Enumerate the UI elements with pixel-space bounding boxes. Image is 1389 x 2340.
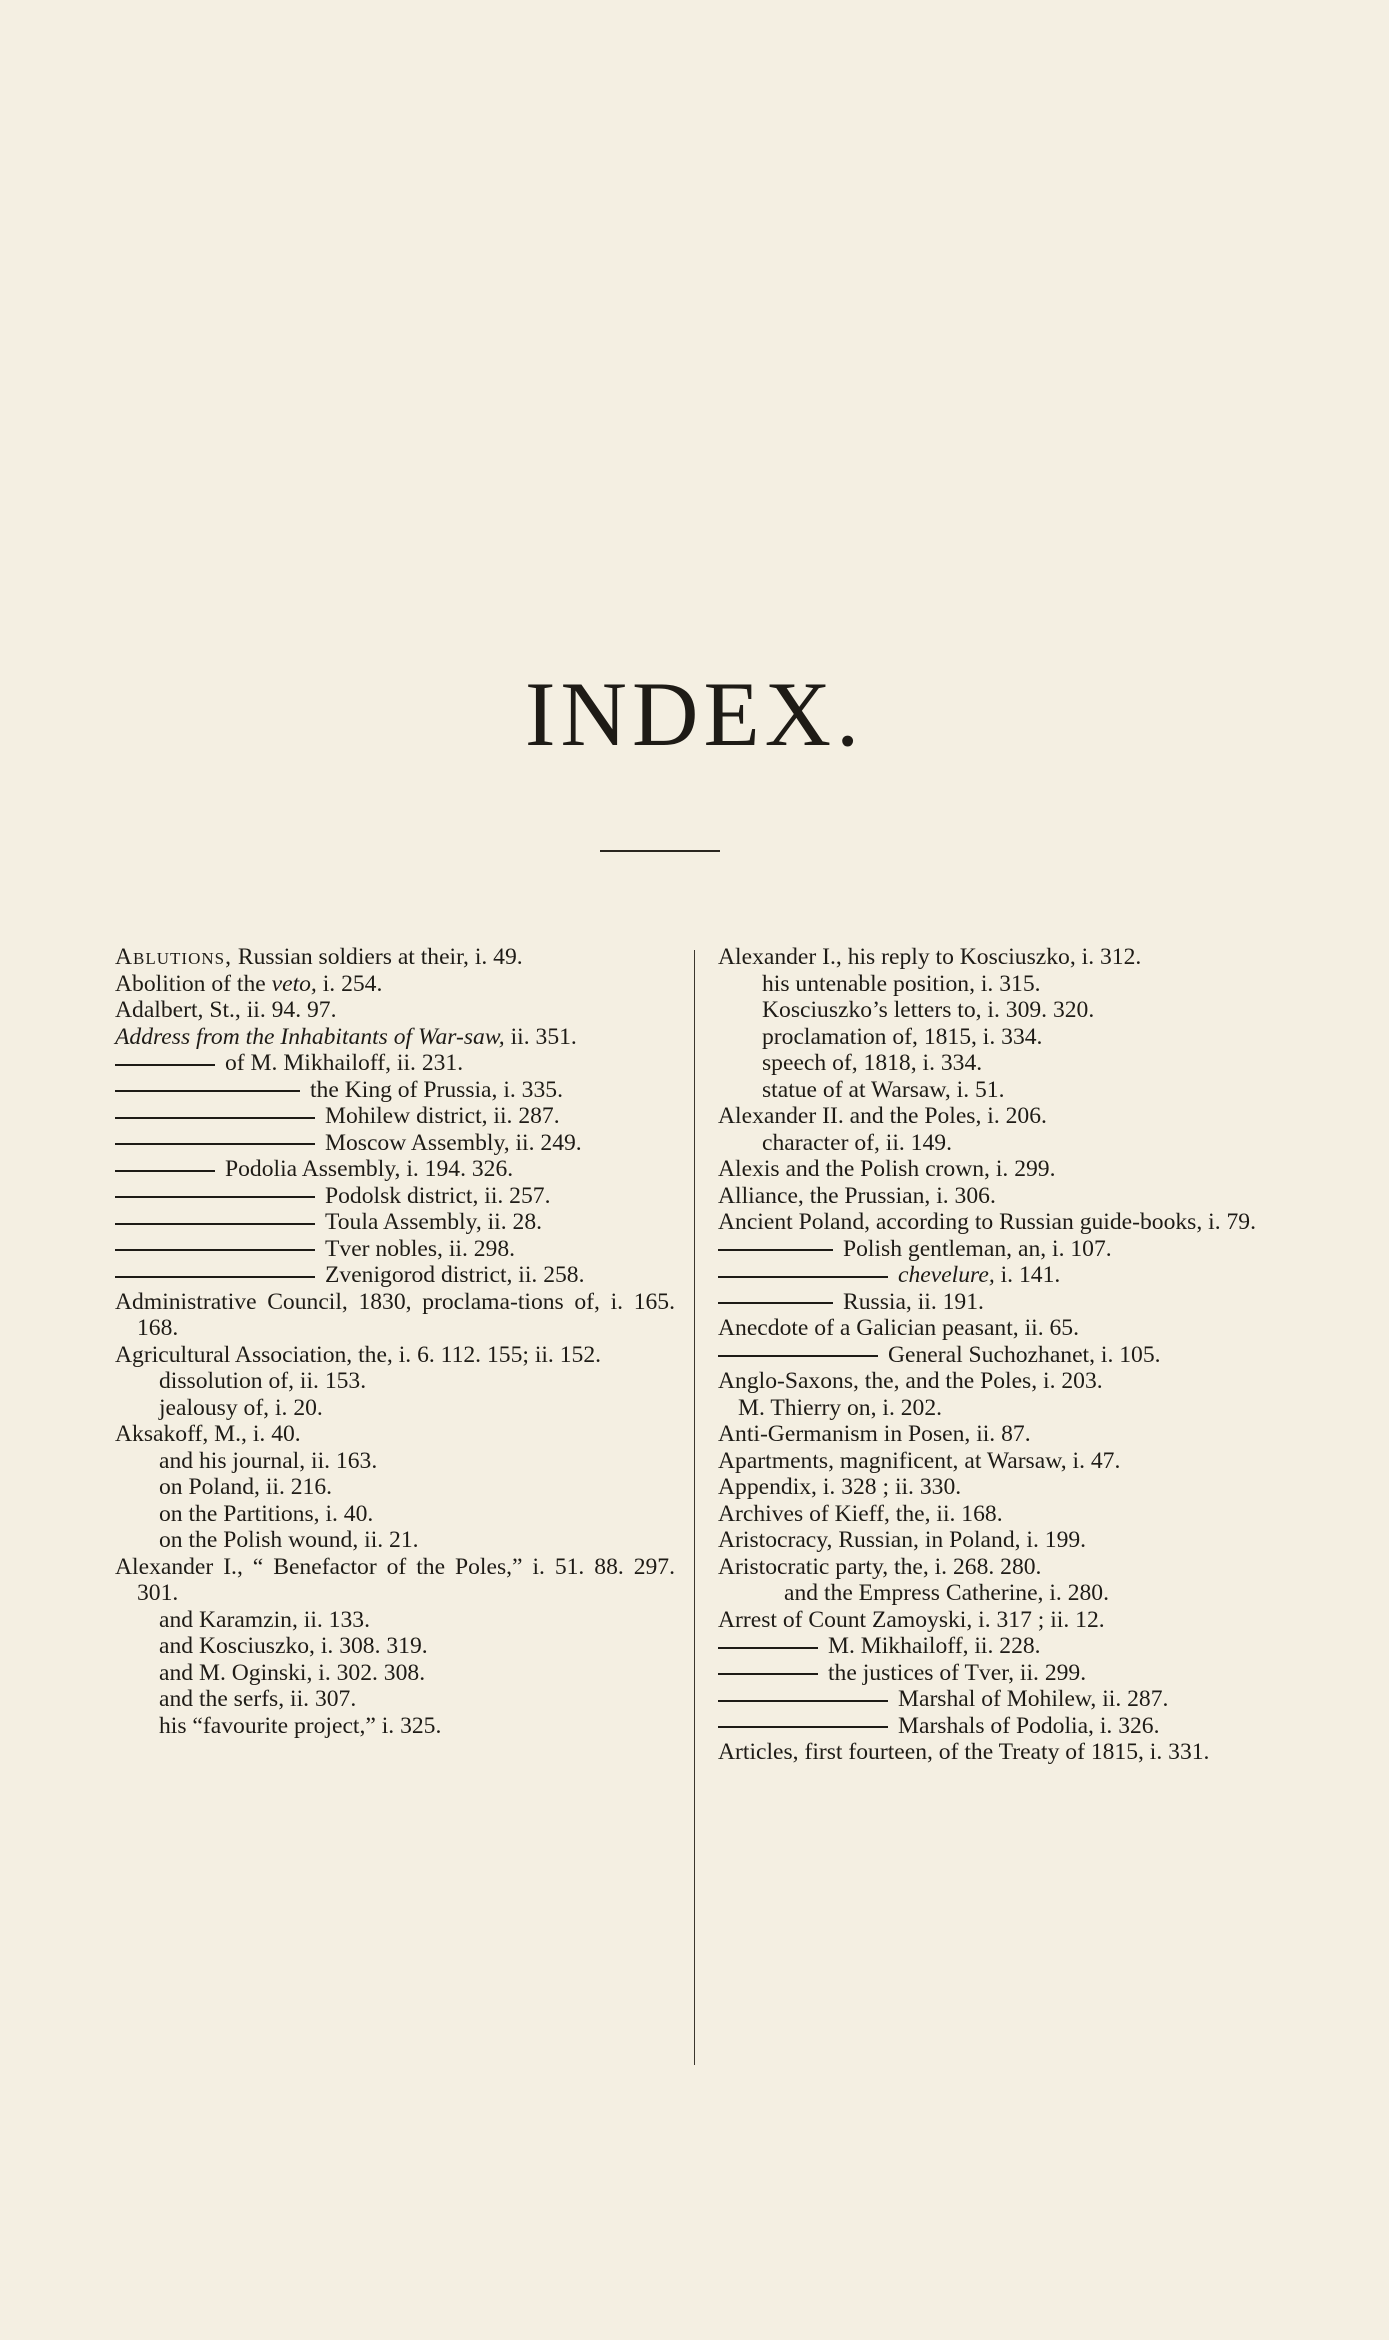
entry-text: General Suchozhanet, i. 105.	[888, 1341, 1161, 1368]
index-subentry: on the Polish wound, ii. 21.	[159, 1527, 419, 1553]
entry-text: Toula Assembly, ii. 28.	[325, 1209, 543, 1235]
ditto-dash	[718, 1276, 888, 1278]
index-entry: Archives of Kieff, the, ii. 168.	[718, 1500, 1003, 1527]
index-column-right	[718, 944, 1278, 1766]
entry-text: ii. 351.	[504, 1023, 577, 1050]
entry-text: Moscow Assembly, ii. 249.	[325, 1129, 582, 1156]
index-entry: Alliance, the Prussian, i. 306.	[718, 1182, 996, 1209]
ditto-dash	[718, 1673, 818, 1675]
index-subentry	[115, 1103, 675, 1130]
index-subentry: his “favourite project,” i. 325.	[159, 1712, 442, 1739]
ditto-dash	[115, 1170, 215, 1172]
entry-text: i. 141.	[994, 1262, 1061, 1288]
index-subentry: on Poland, ii. 216.	[159, 1474, 333, 1500]
index-subentry	[115, 1130, 675, 1157]
index-entry: Alexander I., his reply to Kosciuszko, i. 312.	[718, 944, 1142, 970]
index-subentry: and Karamzin, ii. 133.	[159, 1606, 370, 1633]
ditto-dash	[115, 1064, 215, 1066]
index-subentry	[115, 1262, 675, 1289]
index-entry: Ancient Poland, according to Russian guide-books, i. 79.	[718, 1209, 1256, 1235]
entry-text: of M. Mikhailoff, ii. 231.	[225, 1050, 464, 1076]
index-subentry	[115, 1077, 675, 1104]
index-subentry: statue of at Warsaw, i. 51.	[762, 1076, 1005, 1103]
index-subentry	[718, 1236, 1278, 1263]
index-subentry	[718, 1262, 1278, 1289]
index-subentry: M. Thierry on, i. 202.	[738, 1394, 943, 1421]
index-entry: Agricultural Association, the, i. 6. 112. 155; ii. 152.	[115, 1341, 602, 1368]
index-subentry	[718, 1633, 1278, 1660]
index-subentry: dissolution of, ii. 153.	[159, 1368, 367, 1394]
ditto-dash	[718, 1700, 888, 1702]
index-entry: Alexander II. and the Poles, i. 206.	[718, 1103, 1047, 1129]
entry-text: Marshals of Podolia, i. 326.	[898, 1712, 1160, 1739]
index-entry	[115, 944, 675, 971]
index-entry: Aksakoff, M., i. 40.	[115, 1421, 301, 1447]
entry-text: i. 254.	[316, 970, 383, 997]
index-entry: Anecdote of a Galician peasant, ii. 65.	[718, 1315, 1079, 1341]
index-entry: Appendix, i. 328 ; ii. 330.	[718, 1474, 962, 1500]
index-subentry: speech of, 1818, i. 334.	[762, 1050, 983, 1076]
index-subentry: and the Empress Catherine, i. 280.	[784, 1580, 1109, 1606]
entry-italic: Address from the Inhabitants of War-saw,	[115, 1023, 505, 1050]
index-subentry	[115, 1050, 675, 1077]
index-subentry	[718, 1686, 1278, 1713]
index-entry: Administrative Council, 1830, proclama-tions of, i. 165. 168.	[115, 1288, 675, 1341]
ditto-dash	[115, 1117, 315, 1119]
index-entry: Adalbert, St., ii. 94. 97.	[115, 997, 337, 1023]
index-subentry: Kosciuszko’s letters to, i. 309. 320.	[762, 997, 1095, 1023]
index-entry: Anglo-Saxons, the, and the Poles, i. 203.	[718, 1368, 1103, 1394]
entry-text: Mohilew district, ii. 287.	[325, 1103, 560, 1129]
entry-text: the King of Prussia, i. 335.	[310, 1076, 563, 1103]
ditto-dash	[718, 1726, 888, 1728]
ditto-dash	[718, 1302, 833, 1304]
entry-text: Tver nobles, ii. 298.	[325, 1235, 516, 1262]
column-divider	[694, 950, 695, 2065]
index-subentry	[718, 1342, 1278, 1369]
ditto-dash	[115, 1276, 315, 1278]
entry-text: Podolsk district, ii. 257.	[325, 1182, 551, 1209]
index-subentry: and his journal, ii. 163.	[159, 1447, 378, 1474]
ditto-dash	[115, 1143, 315, 1145]
index-entry: Alexander I., “ Benefactor of the Poles,” i. 51. 88. 297. 301.	[115, 1553, 675, 1606]
entry-text: Marshal of Mohilew, ii. 287.	[898, 1686, 1169, 1712]
entry-italic: veto,	[271, 970, 317, 997]
entry-text: M. Mikhailoff, ii. 228.	[828, 1633, 1041, 1659]
index-entry: Aristocratic party, the, i. 268. 280.	[718, 1553, 1042, 1580]
ditto-dash	[115, 1196, 315, 1198]
entry-italic: chevelure,	[898, 1262, 995, 1288]
index-subentry: character of, ii. 149.	[762, 1129, 952, 1156]
ditto-dash	[115, 1090, 300, 1092]
entry-head: Ablutions,	[115, 944, 232, 970]
index-subentry	[115, 1236, 675, 1263]
index-entry: Articles, first fourteen, of the Treaty of 1815, i. 331.	[718, 1739, 1210, 1765]
index-subentry	[718, 1713, 1278, 1740]
title-rule	[600, 850, 720, 852]
entry-text: Zvenigorod district, ii. 258.	[325, 1262, 585, 1288]
ditto-dash	[718, 1355, 878, 1357]
index-entry: Apartments, magnificent, at Warsaw, i. 47.	[718, 1447, 1121, 1474]
index-subentry: on the Partitions, i. 40.	[159, 1500, 374, 1527]
index-column-left	[115, 944, 675, 1739]
entry-text: Abolition of the	[115, 970, 272, 997]
entry-text: Russian soldiers at their, i. 49.	[232, 944, 523, 970]
index-subentry: proclamation of, 1815, i. 334.	[762, 1023, 1043, 1050]
entry-text: Podolia Assembly, i. 194. 326.	[225, 1156, 514, 1182]
index-subentry	[115, 1183, 675, 1210]
ditto-dash	[115, 1223, 315, 1225]
index-subentry	[718, 1660, 1278, 1687]
index-subentry: and the serfs, ii. 307.	[159, 1686, 357, 1712]
ditto-dash	[115, 1249, 315, 1251]
index-entry: Aristocracy, Russian, in Poland, i. 199.	[718, 1527, 1087, 1553]
index-entry: Alexis and the Polish crown, i. 299.	[718, 1156, 1056, 1182]
index-subentry	[718, 1289, 1278, 1316]
ditto-dash	[718, 1249, 833, 1251]
entry-text: Russia, ii. 191.	[843, 1288, 984, 1315]
index-entry	[115, 1024, 675, 1051]
entry-text: the justices of Tver, ii. 299.	[828, 1659, 1087, 1686]
index-subentry: and Kosciuszko, i. 308. 319.	[159, 1633, 428, 1659]
index-subentry: jealousy of, i. 20.	[159, 1394, 323, 1421]
index-entry: Arrest of Count Zamoyski, i. 317 ; ii. 12.	[718, 1606, 1105, 1633]
index-subentry: his untenable position, i. 315.	[762, 970, 1041, 997]
index-subentry: and M. Oginski, i. 302. 308.	[159, 1659, 426, 1686]
ditto-dash	[718, 1647, 818, 1649]
index-subentry	[115, 1209, 675, 1236]
entry-text: Polish gentleman, an, i. 107.	[843, 1235, 1112, 1262]
index-entry	[115, 971, 675, 998]
index-entry: Anti-Germanism in Posen, ii. 87.	[718, 1421, 1031, 1447]
index-subentry	[115, 1156, 675, 1183]
page-title: INDEX.	[524, 663, 865, 765]
